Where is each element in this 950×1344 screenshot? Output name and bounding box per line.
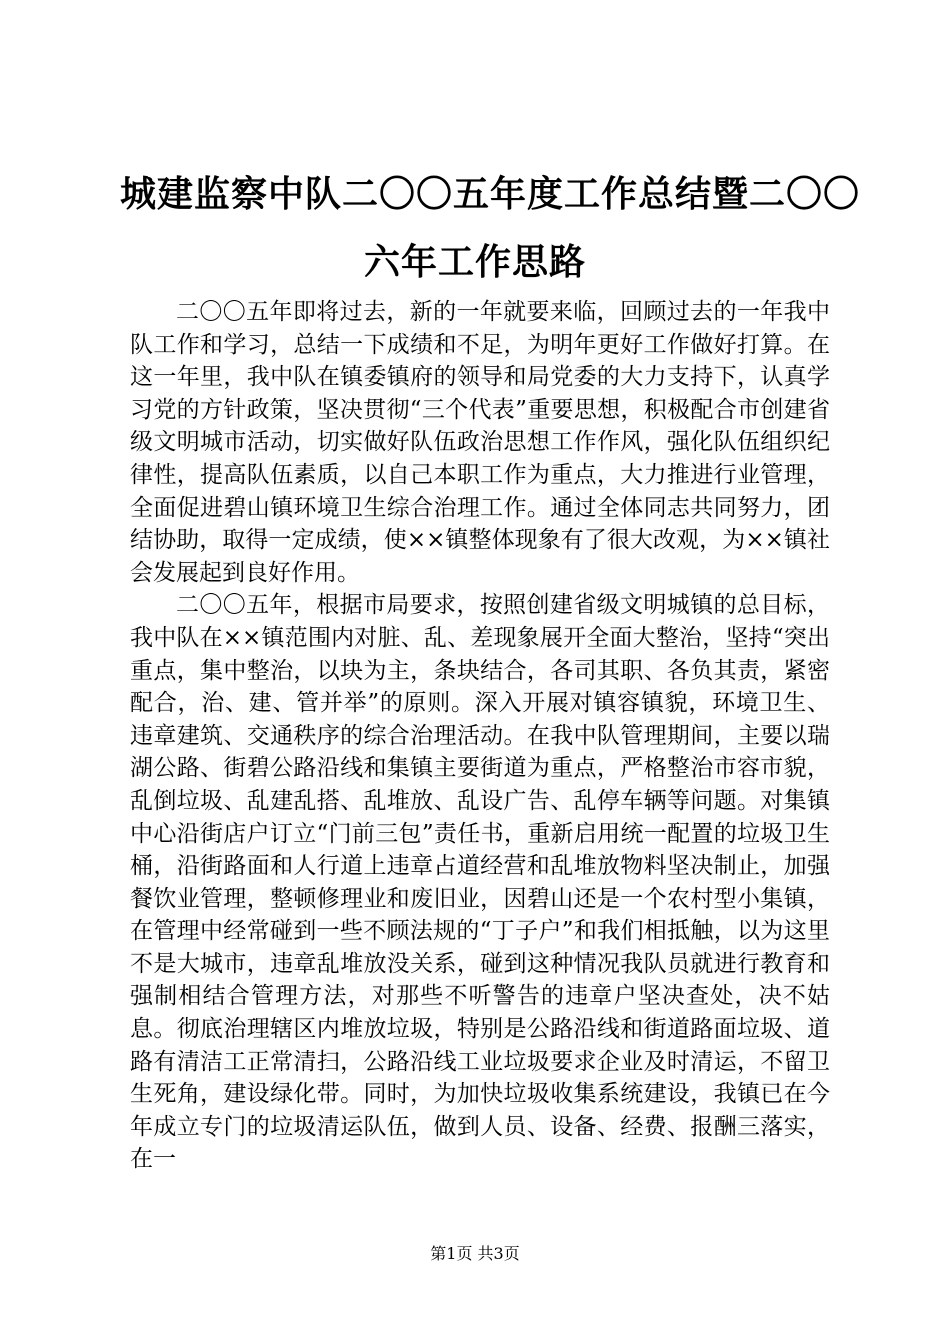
title-line-1: 城建监察中队二〇〇五年度工作总结暨二〇〇 [120,173,861,215]
page-number-footer: 第1页 共3页 [430,1244,520,1263]
title-line-2: 六年工作思路 [363,241,586,283]
document-title [120,160,861,296]
paragraph: 二〇〇五年即将过去，新的一年就要来临，回顾过去的一年我中队工作和学习，总结一下成绩和不足，为明年更好工作做好打算。在这一年里，我中队在镇委镇府的领导和局党委的大力支持下，认真学习党的方针政策，坚决贯彻“三个代表”重要思想，积极配合市创建省级文明城市活动，切实做好队伍政治思想工作作风，强化队伍组织纪律性，提高队伍素质，以自己本职工作为重点，大力推进行业管理，全面促进碧山镇环境卫生综合治理工作。通过全体同志共同努力，团结协助，取得一定成绩，使××镇整体现象有了很大改观，为××镇社会发展起到良好作用。 [130,299,830,586]
document-body [130,296,830,1176]
paragraph: 二〇〇五年，根据市局要求，按照创建省级文明城镇的总目标，我中队在××镇范围内对脏、乱、差现象展开全面大整治，坚持“突出重点，集中整治，以块为主，条块结合，各司其职、各负其责，紧密配合，治、建、管并举”的原则。深入开展对镇容镇貌，环境卫生、违章建筑、交通秩序的综合治理活动。在我中队管理期间，主要以瑞湖公路、街碧公路沿线和集镇主要街道为重点，严格整治市容市貌，乱倒垃圾、乱建乱搭、乱堆放、乱设广告、乱停车辆等问题。对集镇中心沿街店户订立“门前三包”责任书，重新启用统一配置的垃圾卫生桶，沿街路面和人行道上违章占道经营和乱堆放物料坚决制止，加强餐饮业管理，整顿修理业和废旧业，因碧山还是一个农村型小集镇，在管理中经常碰到一些不顾法规的“丁子户”和我们相抵触，以为这里不是大城市，违章乱堆放没关系，碰到这种情况我队员就进行教育和强制相结合管理方法，对那些不听警告的违章户坚决查处，决不姑息。彻底治理辖区内堆放垃圾，特别是公路沿线和街道路面垃圾、道路有清洁工正常清扫，公路沿线工业垃圾要求企业及时清运，不留卫生死角，建设绿化带。同时，为加快垃圾收集系统建设，我镇已在今年成立专门的垃圾清运队伍，做到人员、设备、经费、报酬三落实，在一 [130,592,830,1173]
